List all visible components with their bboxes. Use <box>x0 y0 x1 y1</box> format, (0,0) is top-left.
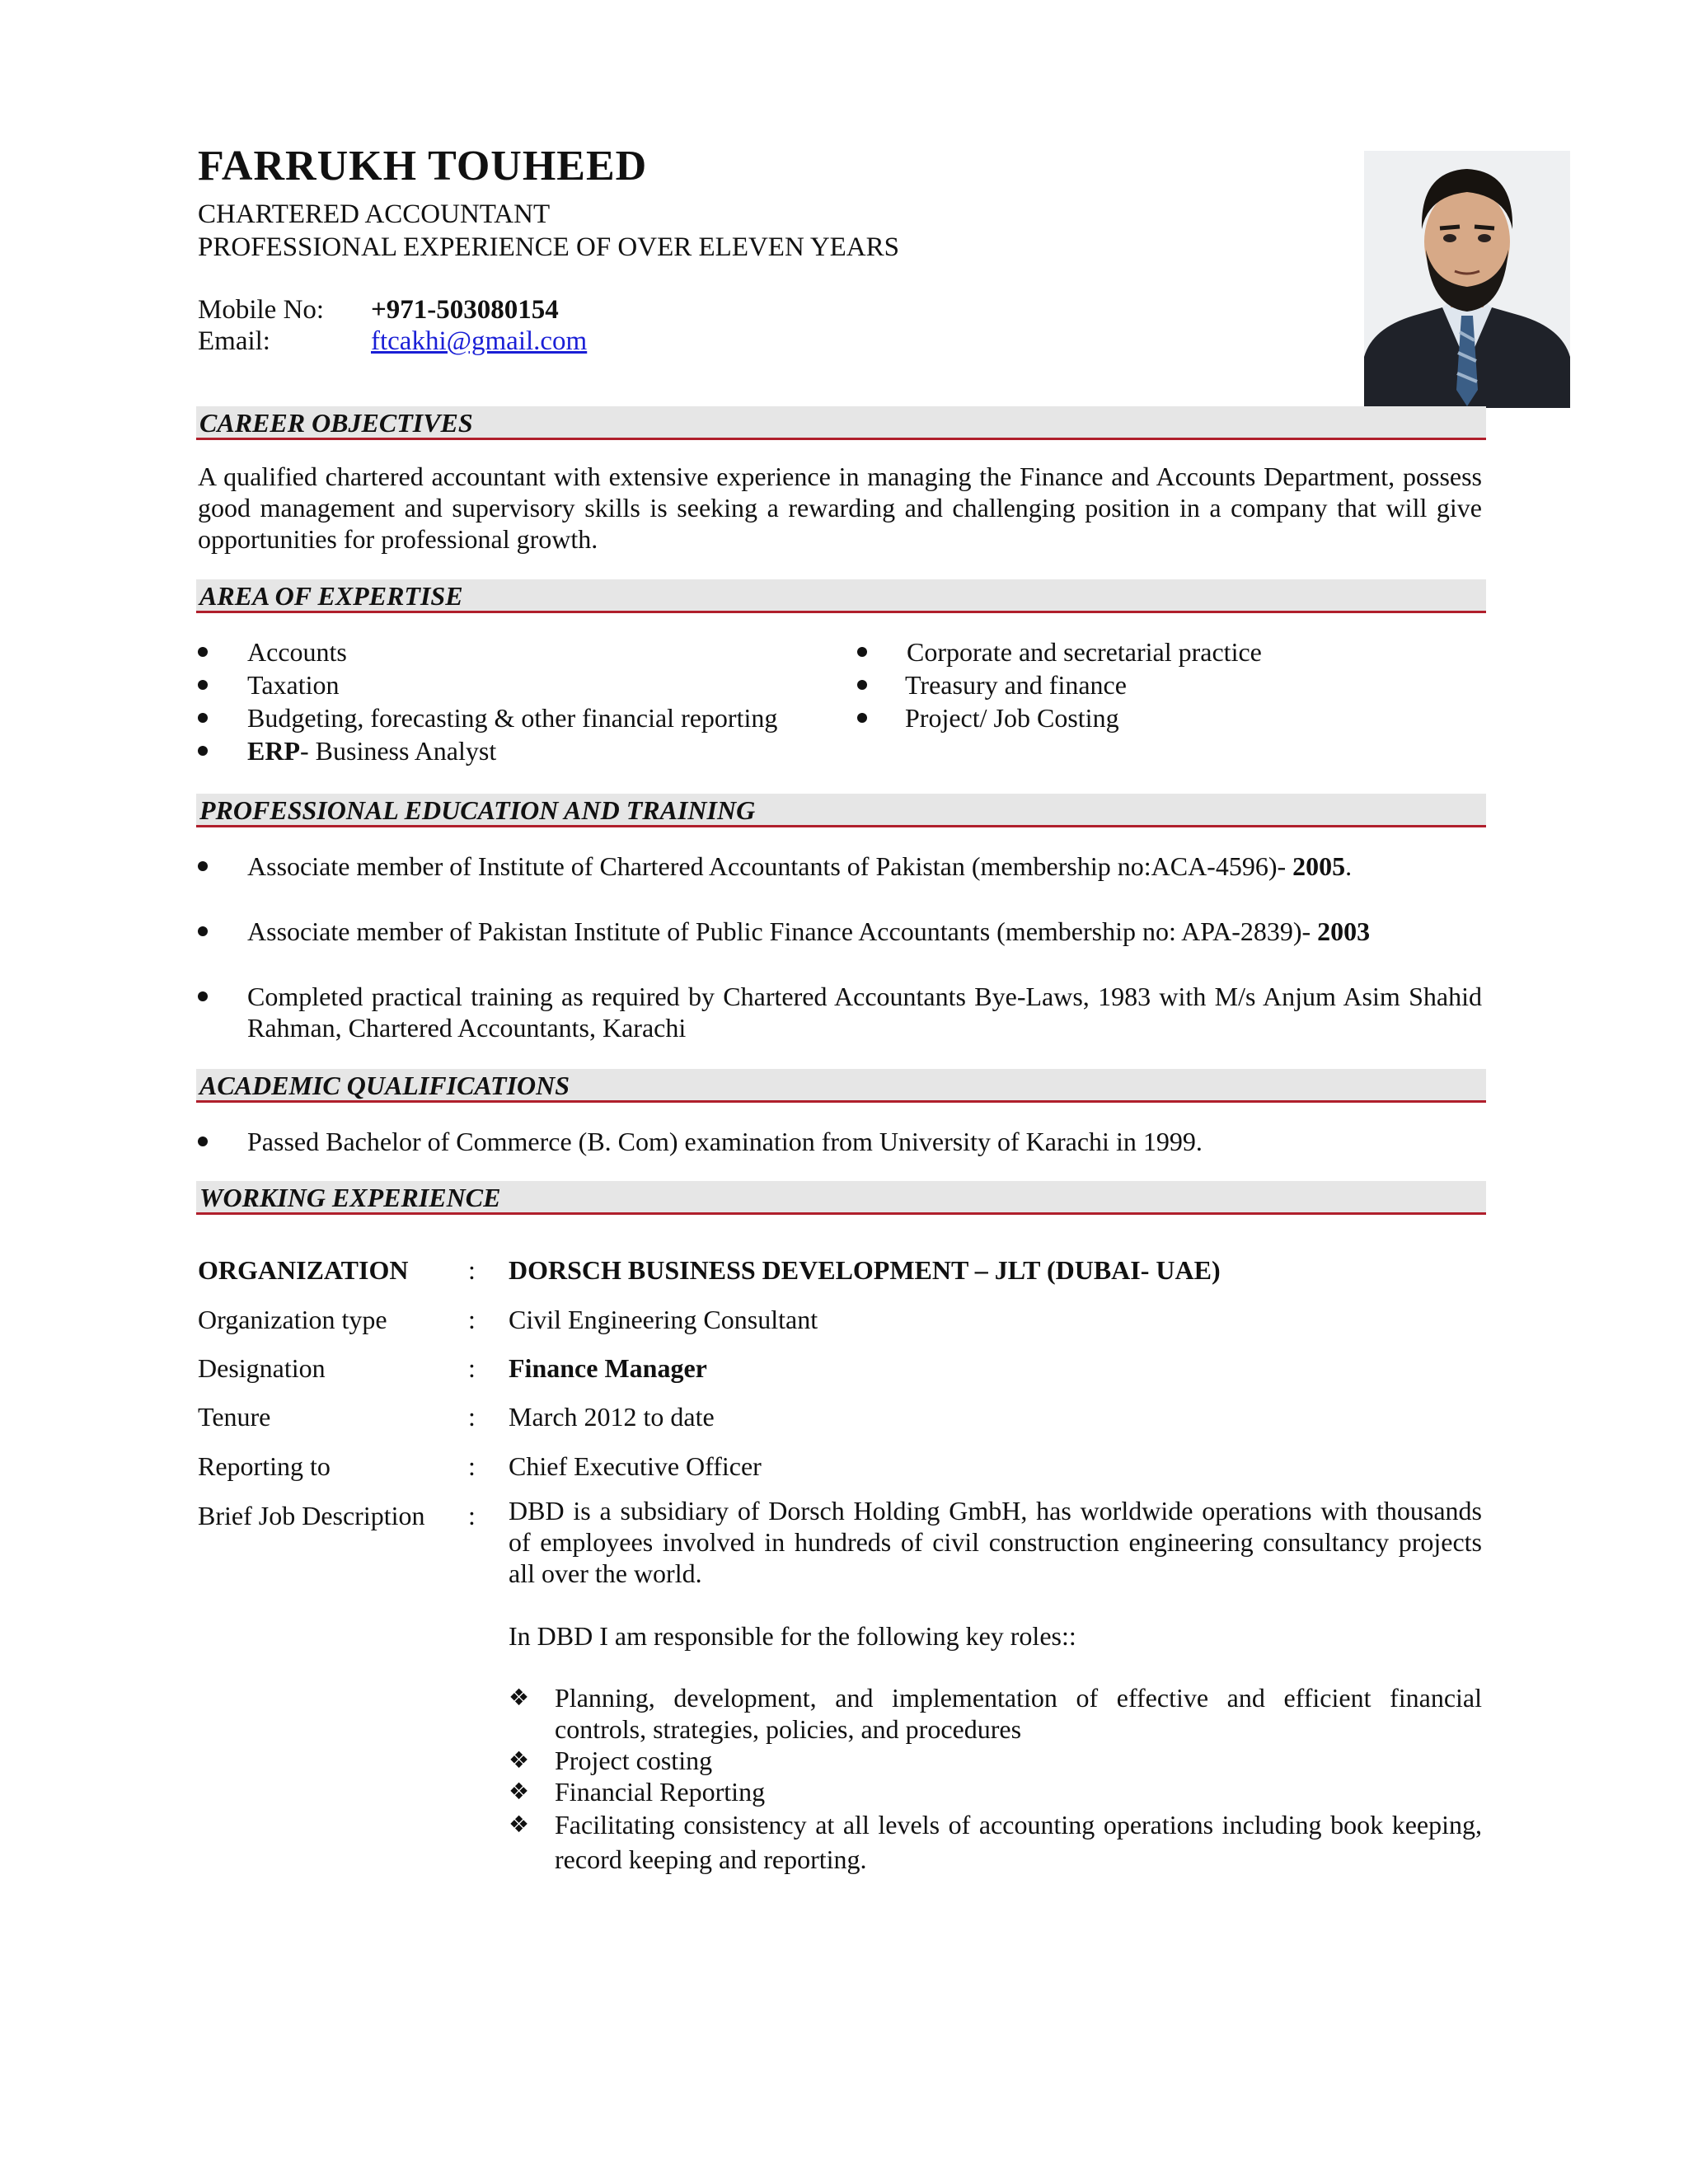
email-link[interactable]: ftcakhi@gmail.com <box>371 326 588 356</box>
erp-bold: ERP <box>247 736 300 766</box>
diamond-bullet-icon: ❖ <box>509 1746 530 1774</box>
education-item-icap <box>247 851 1482 882</box>
reporting-label: Reporting to <box>198 1451 331 1481</box>
section-header-career-objectives <box>196 406 1486 440</box>
designation-value: Finance Manager <box>509 1353 707 1383</box>
org-type-label: Organization type <box>198 1305 387 1334</box>
bullet-dot <box>198 926 208 936</box>
bullet-dot <box>198 713 208 723</box>
section-header-working-experience <box>196 1181 1486 1215</box>
role-text: Planning, development, and implementation of effective and efficient financial controls, strategies, policies, and procedures <box>555 1683 1482 1744</box>
role-text: Facilitating consistency at all levels of accounting operations including book keeping, record keeping and reporting. <box>555 1810 1482 1874</box>
candidate-name: FARRUKH TOUHEED <box>198 143 648 190</box>
section-title: WORKING EXPERIENCE <box>199 1183 501 1212</box>
section-header-area-of-expertise <box>196 579 1486 613</box>
education-item-end: . <box>1345 851 1353 881</box>
tenure-value: March 2012 to date <box>509 1402 715 1432</box>
academic-item: Passed Bachelor of Commerce (B. Com) examination from University of Karachi in 1999. <box>247 1127 1203 1156</box>
colon: : <box>468 1451 476 1481</box>
mobile-row <box>198 297 559 324</box>
colon: : <box>468 1501 476 1530</box>
brief-description-text: DBD is a subsidiary of Dorsch Holding GmbH, has worldwide operations with thousands of employees involved in hundreds of civil construction engineering consultancy projects all over the world. <box>509 1496 1482 1588</box>
section-header-academic-qualifications <box>196 1069 1486 1103</box>
bullet-dot <box>198 1137 208 1146</box>
org-type-value: Civil Engineering Consultant <box>509 1305 818 1334</box>
email-row <box>198 328 587 355</box>
education-item-text: Associate member of Pakistan Institute of Public Finance Accountants (membership no: APA-2839)- <box>247 916 1318 946</box>
bullet-dot <box>857 713 867 723</box>
expertise-item: Budgeting, forecasting & other financial reporting <box>247 703 778 733</box>
email-label: Email: <box>198 326 270 356</box>
bullet-dot <box>198 861 208 871</box>
bullet-dot <box>198 746 208 756</box>
diamond-bullet-icon: ❖ <box>509 1684 530 1711</box>
bullet-dot <box>857 680 867 690</box>
experience-summary: PROFESSIONAL EXPERIENCE OF OVER ELEVEN YEARS <box>198 232 900 262</box>
role-item <box>509 1745 1482 1776</box>
section-title: CAREER OBJECTIVES <box>199 408 473 438</box>
colon: : <box>468 1402 476 1432</box>
candidate-title: CHARTERED ACCOUNTANT <box>198 199 551 229</box>
bullet-dot <box>198 991 208 1001</box>
diamond-bullet-icon: ❖ <box>509 1778 530 1805</box>
expertise-item: Treasury and finance <box>905 670 1127 700</box>
role-item <box>509 1807 1482 1877</box>
education-item-year: 2003 <box>1317 916 1371 946</box>
section-title: ACADEMIC QUALIFICATIONS <box>199 1071 570 1100</box>
colon: : <box>468 1255 476 1285</box>
diamond-bullet-icon: ❖ <box>509 1811 530 1838</box>
role-item <box>509 1682 1482 1745</box>
reporting-value: Chief Executive Officer <box>509 1451 762 1481</box>
role-item <box>509 1776 1482 1807</box>
mobile-number: +971-503080154 <box>371 295 559 325</box>
education-item-year: 2005 <box>1292 851 1346 881</box>
bullet-dot <box>857 647 867 657</box>
career-objectives-text: A qualified chartered accountant with extensive experience in managing the Finance and Accounts Department, possess good management and supervisory skills is seeking a rewarding and challenging position in a company that will give opportunities for professional growth. <box>198 462 1482 554</box>
profile-photo <box>1364 151 1570 408</box>
education-item-pipfa <box>247 916 1482 947</box>
org-label: ORGANIZATION <box>198 1255 409 1285</box>
profile-photo-illustration <box>1364 151 1570 408</box>
section-title: AREA OF EXPERTISE <box>199 581 463 611</box>
expertise-item: Corporate and secretarial practice <box>907 637 1262 667</box>
education-item-training: Completed practical training as required by Chartered Accountants Bye-Laws, 1983 with M/s Anjum Asim Shahid Rahman, Chartered Accountants, Karachi <box>247 982 1482 1043</box>
brief-description-label: Brief Job Description <box>198 1501 425 1530</box>
bullet-dot <box>198 647 208 657</box>
expertise-item: Accounts <box>247 637 347 667</box>
education-item-text: Associate member of Institute of Chartered Accountants of Pakistan (membership no:ACA-4596)- <box>247 851 1293 881</box>
expertise-item: Project/ Job Costing <box>905 703 1119 733</box>
colon: : <box>468 1353 476 1383</box>
tenure-label: Tenure <box>198 1402 271 1432</box>
bullet-dot <box>198 680 208 690</box>
section-header-professional-education <box>196 794 1486 827</box>
expertise-item-erp <box>247 735 496 766</box>
designation-label: Designation <box>198 1353 326 1383</box>
section-title: PROFESSIONAL EDUCATION AND TRAINING <box>199 795 756 825</box>
expertise-item: Taxation <box>247 670 340 700</box>
colon: : <box>468 1305 476 1334</box>
role-text: Project costing <box>555 1746 713 1775</box>
role-text: Financial Reporting <box>555 1777 766 1807</box>
org-value: DORSCH BUSINESS DEVELOPMENT – JLT (DUBAI- UAE) <box>509 1255 1221 1285</box>
erp-rest: - Business Analyst <box>300 736 497 766</box>
mobile-label: Mobile No: <box>198 295 325 325</box>
roles-intro: In DBD I am responsible for the following key roles:: <box>509 1621 1076 1651</box>
